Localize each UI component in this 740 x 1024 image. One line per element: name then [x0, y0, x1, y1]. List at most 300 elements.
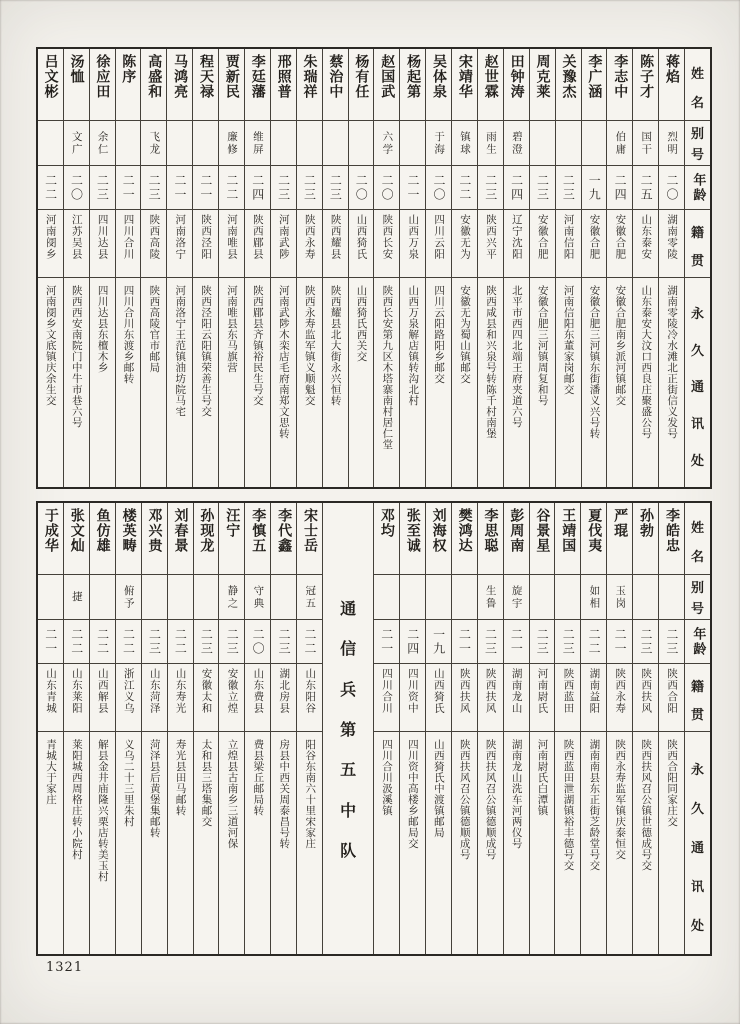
person-alias: 俯予 [122, 584, 135, 610]
person-column [193, 503, 219, 954]
person-origin-cell [607, 210, 632, 278]
person-name: 陈子才 [638, 54, 655, 99]
person-origin-cell [116, 210, 141, 278]
person-address-cell [271, 732, 296, 954]
person-origin-cell [633, 664, 658, 732]
person-address-cell [349, 278, 374, 487]
person-name-cell [168, 503, 193, 575]
person-name: 汪宁 [224, 508, 241, 538]
person-address-cell [452, 278, 477, 487]
person-origin-cell [400, 210, 425, 278]
header-address-label: 永 久 通 讯 处 [691, 306, 705, 470]
person-address: 四川合川汲溪镇 [380, 739, 393, 816]
person-age-cell [245, 166, 270, 210]
person-alias: 如相 [588, 584, 601, 610]
person-age-cell [659, 166, 684, 210]
person-origin: 山西猗氏 [432, 668, 445, 714]
person-alias: 飞龙 [148, 130, 161, 156]
person-age: 二三 [561, 627, 576, 656]
header-alias-cell [685, 575, 710, 620]
person-alias: 碧澄 [510, 130, 523, 156]
person-address-cell [400, 732, 425, 954]
person-origin: 湖南零陵 [666, 214, 679, 260]
person-age-cell [555, 620, 580, 664]
person-alias-cell [478, 121, 503, 166]
person-age-cell [90, 620, 115, 664]
person-alias-cell [64, 575, 89, 620]
person-address: 陕西蓝田泄湖镇裕丰德号交 [562, 739, 575, 871]
person-alias: 守典 [252, 584, 265, 610]
person-age: 二三 [147, 627, 162, 656]
person-age-cell [141, 166, 166, 210]
person-column [89, 49, 115, 487]
person-address-cell [90, 732, 115, 954]
person-column [503, 49, 529, 487]
person-name-cell [142, 503, 167, 575]
person-column [451, 503, 477, 954]
person-origin: 河南武陟 [277, 214, 290, 260]
person-age: 二三 [483, 627, 498, 656]
person-age: 二一 [198, 173, 213, 202]
person-origin-cell [90, 210, 115, 278]
person-alias-cell [194, 575, 219, 620]
person-address: 安徽无为蜀山镇邮交 [459, 285, 472, 384]
person-name: 彭周南 [508, 508, 525, 553]
person-age-cell [530, 166, 555, 210]
person-alias-cell [452, 575, 477, 620]
person-name-cell [323, 49, 348, 121]
person-address: 安徽合肥南乡派河镇邮交 [614, 285, 627, 406]
person-name-cell [581, 503, 606, 575]
person-age: 二三 [147, 173, 162, 202]
person-age: 二三 [535, 173, 550, 202]
person-address: 河南唯县东马旗营 [226, 285, 239, 373]
person-address-cell [478, 278, 503, 487]
person-age: 二二 [457, 173, 472, 202]
person-name: 邓兴贵 [146, 508, 163, 553]
person-age: 一九 [431, 627, 446, 656]
person-name: 李皓忠 [663, 508, 680, 553]
person-column [244, 49, 270, 487]
person-age: 二四 [250, 173, 265, 202]
person-address-cell [167, 278, 192, 487]
person-origin: 湖南益阳 [588, 668, 601, 714]
person-address-cell [142, 732, 167, 954]
person-address: 北平市西四北端王府夹道六号 [510, 285, 523, 428]
person-name-cell [167, 49, 192, 121]
person-name: 赵国武 [379, 54, 396, 99]
person-alias-cell [582, 121, 607, 166]
person-alias-cell [581, 575, 606, 620]
person-origin: 江苏吴县 [70, 214, 83, 260]
person-address-cell [581, 732, 606, 954]
person-name: 张文灿 [68, 508, 85, 553]
person-address: 河南洛宁王范镇油坊院马宅 [174, 285, 187, 417]
page-number: 1321 [46, 960, 84, 975]
person-address-cell [633, 278, 658, 487]
person-address-cell [582, 278, 607, 487]
person-column [658, 49, 684, 487]
person-age-cell [478, 620, 503, 664]
header-address-cell [685, 278, 710, 487]
person-origin: 安徽无为 [459, 214, 472, 260]
person-address: 河南尉氏白潭镇 [536, 739, 549, 816]
person-address-cell [297, 732, 322, 954]
person-origin: 山东莱阳 [70, 668, 83, 714]
header-alias-cell [685, 121, 710, 166]
person-name-cell [504, 49, 529, 121]
person-age-cell [323, 166, 348, 210]
person-alias-cell [504, 121, 529, 166]
person-address-cell [38, 732, 63, 954]
person-origin: 山东青城 [45, 668, 57, 714]
person-name-cell [64, 503, 89, 575]
person-address-cell [659, 278, 684, 487]
person-address: 陕西耀县北大街永兴恒转 [329, 285, 342, 406]
person-name-cell [219, 49, 244, 121]
person-name-cell [245, 503, 270, 575]
header-column [684, 503, 710, 954]
person-age-cell [64, 166, 89, 210]
person-origin-cell [607, 664, 632, 732]
person-origin: 安徽合肥 [536, 214, 549, 260]
person-address: 安徽合肥三河镇周复和号 [536, 285, 549, 406]
person-name-cell [349, 49, 374, 121]
person-name: 王靖国 [560, 508, 577, 553]
person-name: 邓均 [378, 508, 395, 538]
person-address-cell [141, 278, 166, 487]
person-origin-cell [219, 664, 244, 732]
person-address-cell [116, 732, 141, 954]
person-column [63, 503, 89, 954]
person-column [373, 49, 399, 487]
person-column [632, 503, 658, 954]
person-address: 山东泰安大汶口西良庄聚盛公号 [640, 285, 653, 439]
person-origin: 四川合川 [122, 214, 135, 260]
person-name: 贾新民 [223, 54, 240, 99]
person-origin-cell [452, 210, 477, 278]
person-address-cell [64, 732, 89, 954]
person-age: 二〇 [251, 627, 266, 656]
person-origin-cell [530, 664, 555, 732]
person-origin-cell [478, 210, 503, 278]
person-alias-cell [633, 121, 658, 166]
person-address-cell [607, 732, 632, 954]
person-address-cell [323, 278, 348, 487]
person-alias: 雨生 [484, 130, 497, 156]
person-column [296, 503, 322, 954]
person-origin-cell [530, 210, 555, 278]
person-age: 一九 [587, 173, 602, 202]
person-origin-cell [90, 664, 115, 732]
person-age-cell [142, 620, 167, 664]
person-age: 二四 [509, 173, 524, 202]
person-alias-cell [297, 121, 322, 166]
person-address-cell [504, 732, 529, 954]
person-age: 二三 [483, 173, 498, 202]
person-address: 陕西长安第九区木塔寨南村居仁堂 [381, 285, 394, 450]
person-address: 陕西高陵官市邮局 [148, 285, 161, 373]
person-name-cell [271, 49, 296, 121]
person-age: 二〇 [431, 173, 446, 202]
person-column [606, 49, 632, 487]
person-age: 二三 [302, 173, 317, 202]
person-age-cell [607, 620, 632, 664]
person-age: 二一 [173, 173, 188, 202]
person-name: 周克莱 [534, 54, 551, 99]
person-age: 二〇 [664, 173, 679, 202]
person-column [399, 49, 425, 487]
person-column [115, 49, 141, 487]
person-age-cell [116, 166, 141, 210]
person-origin: 陕西郿县 [251, 214, 264, 260]
person-address-cell [607, 278, 632, 487]
person-address: 阳谷东南六十里宋家庄 [304, 739, 317, 849]
person-name: 蔡治中 [327, 54, 344, 99]
person-name-cell [426, 503, 451, 575]
person-name-cell [452, 49, 477, 121]
roster-table-bottom [36, 501, 712, 956]
person-column [503, 503, 529, 954]
person-address: 四川合川东渡乡邮转 [122, 285, 135, 384]
person-alias: 生鲁 [484, 584, 497, 610]
person-address-cell [168, 732, 193, 954]
person-alias-cell [374, 121, 399, 166]
person-name-cell [245, 49, 270, 121]
person-origin: 陕西合阳 [666, 668, 679, 714]
person-age: 二一 [43, 627, 58, 656]
person-alias-cell [426, 121, 451, 166]
person-alias-cell [219, 575, 244, 620]
person-address: 河南信阳东董家岗邮交 [562, 285, 575, 395]
person-name-cell [452, 503, 477, 575]
person-origin: 山东阳谷 [304, 668, 317, 714]
header-age-label: 年龄 [690, 626, 706, 657]
header-alias-label: 别 号 [691, 127, 705, 163]
person-address-cell [245, 278, 270, 487]
person-alias-cell [271, 575, 296, 620]
person-column [529, 503, 555, 954]
person-alias-cell [400, 121, 425, 166]
header-age-cell [685, 620, 710, 664]
person-address-cell [556, 278, 581, 487]
person-origin: 山西万泉 [407, 214, 420, 260]
person-age: 二〇 [380, 173, 395, 202]
person-alias-cell [426, 575, 451, 620]
person-origin-cell [582, 210, 607, 278]
person-age: 二三 [638, 627, 653, 656]
person-origin-cell [167, 210, 192, 278]
person-name: 刘春景 [172, 508, 189, 553]
person-origin: 陕西永寿 [303, 214, 316, 260]
person-name-cell [271, 503, 296, 575]
person-age-cell [193, 166, 218, 210]
person-age: 二四 [613, 173, 628, 202]
header-origin-cell [685, 664, 710, 732]
person-origin-cell [271, 664, 296, 732]
person-age-cell [374, 620, 399, 664]
person-name: 鱼仿雄 [94, 508, 111, 553]
person-alias-cell [659, 575, 684, 620]
person-name: 吕文彬 [42, 54, 59, 99]
person-name: 杨有任 [353, 54, 370, 99]
person-alias-cell [116, 575, 141, 620]
person-address-cell [504, 278, 529, 487]
person-column [270, 49, 296, 487]
person-origin-cell [349, 210, 374, 278]
person-age-cell [116, 620, 141, 664]
person-column [581, 49, 607, 487]
person-age-cell [530, 620, 555, 664]
person-alias: 伯庸 [614, 130, 627, 156]
person-address: 寿光县田马邮转 [174, 739, 187, 816]
person-age: 二三 [199, 627, 214, 656]
person-origin-cell [478, 664, 503, 732]
person-column [632, 49, 658, 487]
person-alias-cell [452, 121, 477, 166]
person-age: 二一 [457, 627, 472, 656]
person-address-cell [426, 278, 451, 487]
person-alias-cell [659, 121, 684, 166]
person-name: 楼英畴 [120, 508, 137, 553]
person-age: 二三 [95, 173, 110, 202]
person-alias-cell [478, 575, 503, 620]
person-alias-cell [556, 121, 581, 166]
unit-title-column [322, 503, 373, 954]
person-age: 二一 [379, 627, 394, 656]
person-origin-cell [400, 664, 425, 732]
header-name-label: 姓 名 [691, 521, 705, 565]
person-address: 湖南零陵冷水滩北正街信义发号 [666, 285, 679, 439]
person-age-cell [38, 620, 63, 664]
person-origin-cell [142, 664, 167, 732]
person-column [477, 503, 503, 954]
person-address: 陕西扶风召公镇德顺成号 [484, 739, 497, 860]
person-address-cell [271, 278, 296, 487]
person-address-cell [478, 732, 503, 954]
person-alias: 冠五 [304, 584, 317, 610]
person-address-cell [90, 278, 115, 487]
person-alias-cell [90, 575, 115, 620]
person-alias: 文广 [70, 130, 83, 156]
person-origin: 陕西耀县 [329, 214, 342, 260]
person-address: 四川资中高楼乡邮局交 [406, 739, 419, 849]
person-name: 徐应田 [94, 54, 111, 99]
person-name: 孙现龙 [198, 508, 215, 553]
person-origin: 四川云阳 [433, 214, 446, 260]
person-name: 李廷藩 [249, 54, 266, 99]
person-address: 陕西泾阳云阳镇荣善生号交 [200, 285, 213, 417]
person-alias-cell [64, 121, 89, 166]
person-origin: 陕西扶风 [484, 668, 497, 714]
person-age-cell [349, 166, 374, 210]
person-origin: 湖南龙山 [510, 668, 523, 714]
person-name-cell [556, 49, 581, 121]
person-origin: 浙江义乌 [122, 668, 135, 714]
person-origin-cell [374, 664, 399, 732]
person-name: 马鸿亮 [172, 54, 189, 99]
person-age: 二三 [328, 173, 343, 202]
person-name: 邢照普 [275, 54, 292, 99]
person-age-cell [659, 620, 684, 664]
person-name: 田钟涛 [508, 54, 525, 99]
person-alias: 余仁 [96, 130, 109, 156]
person-alias-cell [297, 575, 322, 620]
header-name-cell [685, 49, 710, 121]
person-column [218, 503, 244, 954]
person-address: 房县中西关周泰昌号转 [278, 739, 291, 849]
person-alias-cell [400, 575, 425, 620]
person-alias-cell [271, 121, 296, 166]
person-age: 二一 [613, 627, 628, 656]
person-name-cell [116, 503, 141, 575]
person-alias: 烈明 [666, 130, 679, 156]
person-name-cell [297, 503, 322, 575]
person-origin-cell [116, 664, 141, 732]
person-address: 陕西西安南院门中牛市巷六号 [70, 285, 83, 428]
person-origin: 四川达县 [96, 214, 109, 260]
person-age: 二二 [121, 627, 136, 656]
person-age: 二〇 [354, 173, 369, 202]
person-column [555, 49, 581, 487]
person-address-cell [374, 732, 399, 954]
person-origin: 山东寿光 [174, 668, 187, 714]
person-address: 安徽合肥三河镇东街潘义兴号转 [588, 285, 601, 439]
header-alias-label: 别 号 [691, 581, 705, 617]
person-column [63, 49, 89, 487]
header-name-cell [685, 503, 710, 575]
person-column [244, 503, 270, 954]
person-name: 李思聪 [482, 508, 499, 553]
person-origin-cell [245, 664, 270, 732]
person-column [270, 503, 296, 954]
person-column [373, 503, 399, 954]
person-age-cell [633, 620, 658, 664]
header-origin-label: 籍 贯 [691, 226, 705, 269]
person-column [580, 503, 606, 954]
person-address-cell [555, 732, 580, 954]
header-name-label: 姓 名 [691, 67, 705, 111]
person-name: 陈序 [120, 54, 137, 84]
person-name-cell [116, 49, 141, 121]
person-age-cell [297, 620, 322, 664]
person-origin: 湖北房县 [278, 668, 291, 714]
person-name: 程天禄 [197, 54, 214, 99]
person-name: 高盛和 [146, 54, 163, 99]
person-address-cell [38, 278, 63, 487]
person-origin: 山东菏泽 [148, 668, 161, 714]
person-age-cell [426, 166, 451, 210]
person-address-cell [530, 732, 555, 954]
person-age-cell [168, 620, 193, 664]
person-column [658, 503, 684, 954]
person-origin: 陕西高陵 [148, 214, 161, 260]
person-name: 蒋焰 [664, 54, 680, 84]
person-name: 夏伐夷 [586, 508, 603, 553]
person-column [606, 503, 632, 954]
person-address-cell [374, 278, 399, 487]
person-alias: 镇球 [459, 130, 472, 156]
person-origin-cell [323, 210, 348, 278]
person-name-cell [504, 503, 529, 575]
person-origin-cell [38, 664, 63, 732]
person-column [451, 49, 477, 487]
person-age-cell [633, 166, 658, 210]
person-origin: 陕西泾阳 [200, 214, 213, 260]
person-column [425, 49, 451, 487]
person-origin-cell [504, 664, 529, 732]
person-age-cell [452, 166, 477, 210]
